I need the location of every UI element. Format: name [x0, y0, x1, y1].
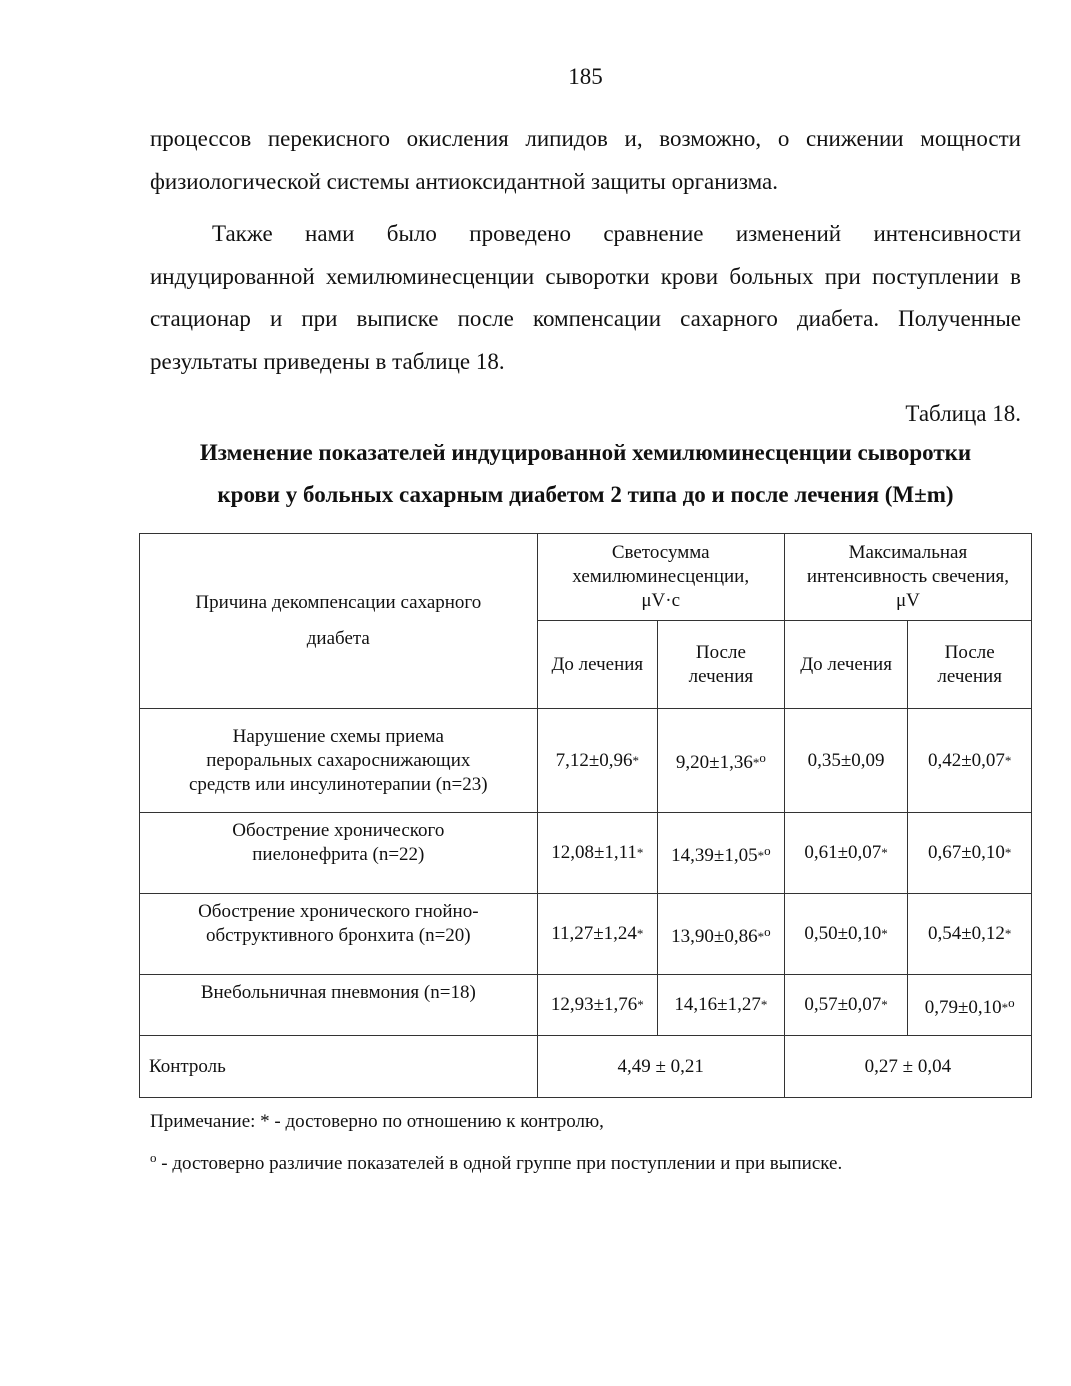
value: 0,54±0,12 [927, 923, 1005, 944]
value-cell [784, 709, 908, 813]
value-cell [784, 894, 908, 975]
control-label: Контроль [140, 1036, 538, 1098]
value-cell [784, 813, 908, 894]
value-cell [537, 975, 657, 1036]
value: 14,39±1,05 [671, 844, 758, 866]
row-label-line-1: Нарушение схемы приема [232, 725, 444, 747]
value: 0,35±0,09 [807, 749, 885, 771]
table-row [140, 813, 1032, 894]
value-cell [908, 975, 1032, 1036]
table-title [150, 432, 1021, 516]
value-cell [537, 894, 657, 975]
row-label [140, 894, 538, 975]
value: 0,67±0,10 [927, 842, 1005, 863]
value: 13,90±0,86 [671, 925, 758, 947]
row-label-line-2: пиелонефрита (n=22) [252, 844, 425, 865]
row-label-line-1: Внебольничная пневмония (n=18) [200, 982, 476, 1003]
note-line-1: Примечание: * - достоверно по отношению к контролю, [150, 1111, 604, 1132]
value-cell [908, 813, 1032, 894]
paragraph-2: Также нами было проведено сравнение изменений интенсивности индуцированной хемилюминесценции сыворотки крови больных при поступлении в стационар и при выписке после компенсации сахарного диабета. Полученные результаты приведены в таблице 18. [150, 221, 1021, 374]
control-light-sum: 4,49 ± 0,21 [537, 1036, 784, 1098]
table-title-line-2: крови у больных сахарным диабетом 2 типа до и после лечения (M±m) [217, 482, 954, 507]
significance-mark: * [760, 997, 768, 1012]
row-label [140, 709, 538, 813]
value: 14,16±1,27 [674, 994, 761, 1015]
header-after-2-line-2: лечения [937, 665, 1002, 687]
note-mark: о [150, 1150, 157, 1165]
value: 0,79±0,10 [924, 996, 1002, 1018]
table-row [140, 894, 1032, 975]
value: 12,93±1,76 [550, 994, 638, 1015]
table-label: Таблица 18. [905, 401, 1021, 426]
significance-mark: * [632, 752, 640, 768]
row-label-line-3: средств или инсулинотерапии (n=23) [189, 773, 488, 795]
value-cell [657, 894, 784, 975]
header-after-1 [657, 621, 784, 709]
header-after-1-line-2: лечения [688, 665, 754, 687]
value: 7,12±0,96 [555, 749, 633, 771]
row-label-line-2: пероральных сахароснижающих [206, 749, 471, 771]
row-label [140, 975, 538, 1036]
header-light-sum-line-3: μV·с [641, 590, 681, 611]
header-light-sum-line-1: Светосумма [611, 542, 710, 563]
value: 0,42±0,07 [927, 749, 1005, 771]
difference-mark: о [1008, 994, 1015, 1010]
value-cell [537, 709, 657, 813]
significance-mark: * [1004, 845, 1012, 860]
paragraph-1: процессов перекисного окисления липидов и, возможно, о снижении мощности физиологической системы антиоксидантной защиты организма. [150, 126, 1021, 194]
significance-mark: * [881, 997, 888, 1012]
value: 9,20±1,36 [675, 752, 753, 773]
results-table [139, 533, 1032, 1098]
header-after-1-line-1: После [695, 641, 746, 663]
value: 11,27±1,24 [551, 923, 637, 944]
header-light-sum-line-2: хемилюминесценции, [572, 566, 750, 587]
row-label [140, 813, 538, 894]
table-row [140, 709, 1032, 813]
header-cause [140, 534, 538, 709]
header-after-2 [908, 621, 1032, 709]
control-max-intensity: 0,27 ± 0,04 [784, 1036, 1031, 1098]
significance-mark: * [1001, 999, 1009, 1015]
note-line-2-text: - достоверно различие показателей в одной группе при поступлении и при выписке. [156, 1153, 843, 1174]
page-number-text: 185 [568, 64, 603, 89]
header-cause-line-2: диабета [306, 628, 370, 649]
significance-mark: * [881, 926, 888, 941]
significance-mark: * [637, 997, 644, 1012]
value-cell [908, 894, 1032, 975]
page-number [0, 64, 1071, 90]
header-max-intensity [784, 534, 1031, 621]
value-cell [657, 813, 784, 894]
significance-mark: * [1004, 926, 1012, 941]
row-label-line-1: Обострение хронического [232, 820, 445, 841]
header-cause-line-1: Причина декомпенсации сахарного [195, 592, 482, 613]
row-label-line-1: Обострение хронического гнойно- [198, 901, 479, 922]
value-cell [784, 975, 908, 1036]
difference-mark: о [764, 923, 771, 939]
significance-mark: * [636, 845, 644, 860]
value: 0,61±0,07 [804, 842, 882, 863]
table-title-line-1: Изменение показателей индуцированной хемилюминесценции сыворотки [199, 440, 972, 465]
value-cell [537, 813, 657, 894]
value: 0,57±0,07 [804, 994, 882, 1015]
difference-mark: о [764, 842, 771, 858]
value-cell [657, 709, 784, 813]
difference-mark: о [759, 750, 766, 765]
header-row-1 [140, 534, 1032, 621]
value: 12,08±1,11 [551, 842, 637, 863]
value-cell [657, 975, 784, 1036]
value: 0,50±0,10 [804, 923, 882, 944]
table-row [140, 975, 1032, 1036]
significance-mark: * [757, 847, 765, 863]
header-max-intensity-line-3: μV [895, 590, 920, 611]
header-max-intensity-line-2: интенсивность свечения, [806, 566, 1009, 587]
value-cell [908, 709, 1032, 813]
significance-mark: * [1004, 752, 1012, 768]
row-label-line-2: обструктивного бронхита (n=20) [205, 925, 471, 946]
significance-mark: * [881, 845, 888, 860]
significance-mark: * [757, 928, 765, 944]
note-line-2 [150, 1146, 842, 1176]
significance-mark: * [636, 926, 644, 941]
header-after-2-line-1: После [944, 641, 995, 663]
header-max-intensity-line-1: Максимальная [848, 542, 968, 563]
control-row [140, 1036, 1032, 1098]
header-light-sum [537, 534, 784, 621]
header-before-2: До лечения [784, 621, 908, 709]
header-before-1: До лечения [537, 621, 657, 709]
significance-mark: * [752, 755, 760, 770]
